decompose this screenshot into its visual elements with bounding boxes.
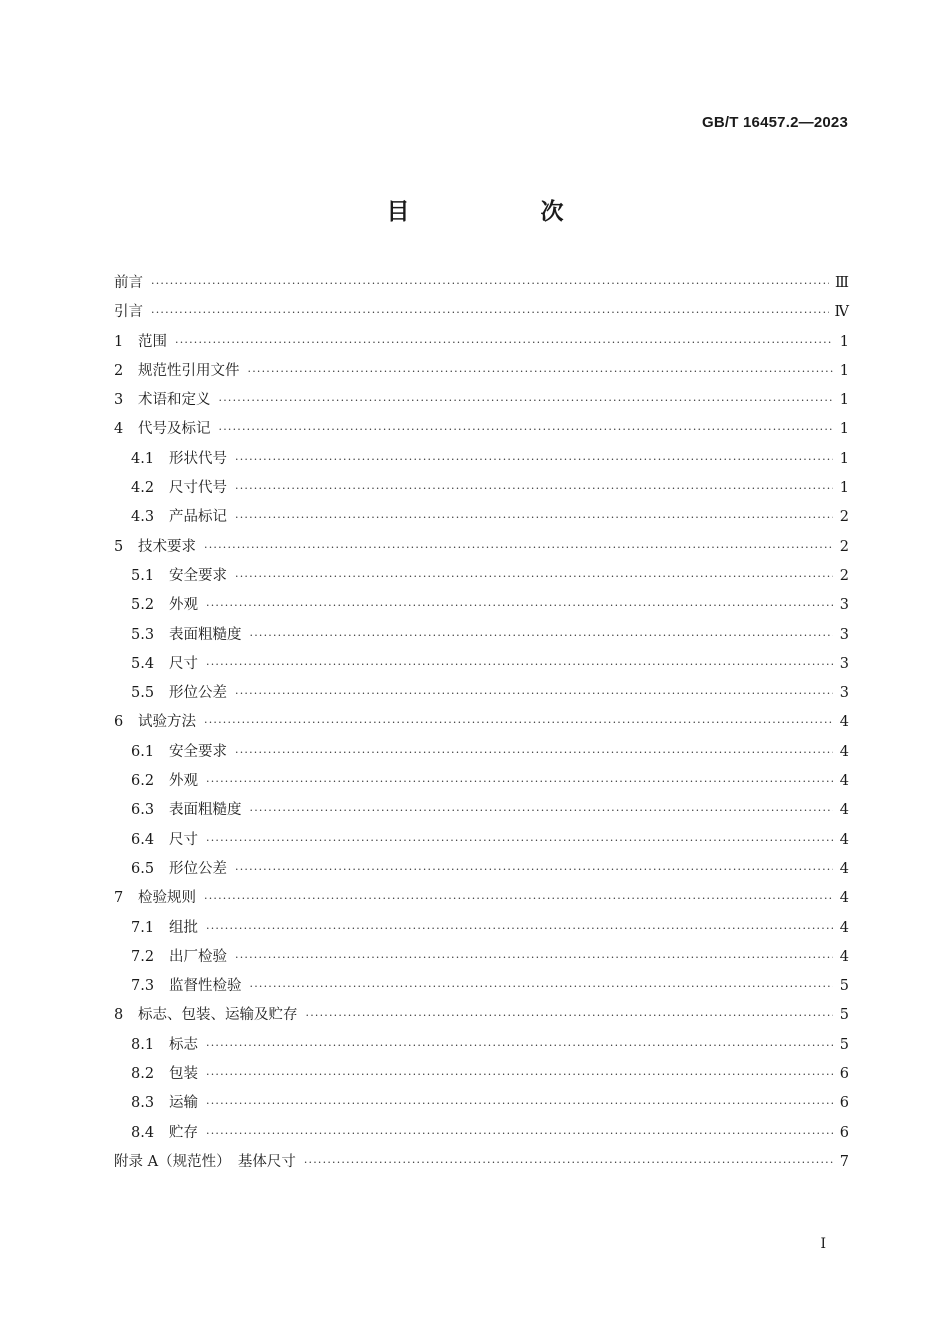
toc-entry-number: 1: [114, 333, 124, 350]
toc-entry[interactable]: [114, 1119, 849, 1148]
toc-entry-title: 安全要求: [169, 743, 227, 760]
toc-entry-number: 5: [114, 538, 124, 555]
dot-leader: [206, 1119, 833, 1148]
toc-entry-label: [114, 386, 211, 415]
toc-entry[interactable]: [114, 855, 849, 884]
toc-entry-number: 8.1: [131, 1036, 155, 1053]
toc-entry-page: Ⅲ: [835, 275, 849, 291]
toc-entry-page: 5: [839, 978, 849, 995]
toc-entry-label: [114, 884, 196, 913]
toc-entry[interactable]: [114, 415, 849, 444]
toc-entry[interactable]: [114, 943, 849, 972]
toc-entry-number: 6.3: [131, 802, 155, 819]
toc-entry-label: [131, 591, 198, 620]
toc-entry-page: 4: [839, 773, 849, 790]
toc-entry-title: 组批: [169, 919, 198, 936]
toc-entry[interactable]: [114, 914, 849, 943]
toc-entry-page: Ⅳ: [834, 304, 849, 321]
toc-entry[interactable]: [114, 1148, 849, 1177]
toc-entry-label: [114, 708, 196, 737]
toc-entry[interactable]: [114, 328, 849, 357]
dot-leader: [306, 1001, 834, 1030]
dot-leader: [235, 503, 833, 532]
toc-entry-title: 前言: [114, 275, 143, 291]
toc-entry-number: 6: [114, 714, 124, 731]
toc-entry[interactable]: [114, 591, 849, 620]
toc-entry-page: 5: [839, 1036, 849, 1053]
toc-entry-page: 1: [839, 333, 849, 350]
toc-entry-page: 1: [839, 362, 849, 379]
toc-entry[interactable]: [114, 884, 849, 913]
toc-entry-label: [131, 914, 198, 943]
toc-entry-title: 形状代号: [169, 450, 227, 467]
toc-entry-number: 5.3: [131, 626, 155, 643]
toc-entry-label: [114, 357, 240, 386]
toc-entry-page: 5: [839, 1007, 849, 1024]
toc-entry-label: [131, 796, 242, 825]
toc-entry-page: 4: [839, 919, 849, 936]
toc-entry[interactable]: [114, 738, 849, 767]
toc-entry-title: 规范性引用文件: [138, 362, 240, 379]
dot-leader: [206, 1060, 833, 1089]
toc-entry-page: 6: [839, 1066, 849, 1083]
toc-entry[interactable]: [114, 1001, 849, 1030]
toc-entry-number: 4.2: [131, 480, 155, 497]
toc-entry-title: 安全要求: [169, 567, 227, 584]
toc-entry-number: 5.1: [131, 567, 155, 584]
toc-entry-label: [131, 1089, 198, 1118]
toc-entry-label: [114, 269, 143, 298]
dot-leader: [204, 884, 833, 913]
toc-entry-label: [131, 826, 198, 855]
toc-entry-page: 4: [839, 831, 849, 848]
toc-entry-number: 4.3: [131, 509, 155, 526]
toc-entry-label: [131, 562, 227, 591]
toc-entry-number: 8.2: [131, 1066, 155, 1083]
toc-entry[interactable]: [114, 1060, 849, 1089]
toc-entry-page: 4: [839, 802, 849, 819]
toc-entry-page: 1: [839, 421, 849, 438]
toc-entry[interactable]: [114, 562, 849, 591]
toc-entry-title: 引言: [114, 304, 143, 321]
toc-entry[interactable]: [114, 826, 849, 855]
dot-leader: [235, 562, 833, 591]
toc-entry-label: [131, 1119, 198, 1148]
toc-entry-title: 试验方法: [138, 714, 196, 731]
toc-entry-number: 6.1: [131, 743, 155, 760]
toc-entry[interactable]: [114, 796, 849, 825]
toc-entry-page: 7: [839, 1153, 849, 1170]
toc-entry-label: [114, 533, 196, 562]
dot-leader: [206, 767, 833, 796]
dot-leader: [206, 1031, 833, 1060]
toc-entry-number: 7: [114, 890, 124, 907]
toc-entry-number: 4: [114, 421, 124, 438]
toc-entry-title: 形位公差: [169, 860, 227, 877]
toc-entry[interactable]: [114, 679, 849, 708]
toc-entry[interactable]: [114, 708, 849, 737]
toc-entry-number: 7.2: [131, 948, 155, 965]
toc-entry-title: 出厂检验: [169, 948, 227, 965]
toc-entry-page: 3: [839, 626, 849, 643]
toc-entry-number: 6.5: [131, 860, 155, 877]
dot-leader: [151, 269, 829, 298]
toc-entry-title: 外观: [169, 597, 198, 614]
toc-entry-label: [131, 650, 198, 679]
dot-leader: [248, 357, 834, 386]
toc-entry-number: 7.3: [131, 978, 155, 995]
dot-leader: [235, 855, 833, 884]
toc-entry-label: [114, 1001, 298, 1030]
table-of-contents: [114, 269, 849, 1177]
toc-entry-title: 技术要求: [138, 538, 196, 555]
toc-entry-page: 1: [839, 480, 849, 497]
toc-entry-title: 监督性检验: [169, 978, 242, 995]
dot-leader: [235, 943, 833, 972]
toc-entry[interactable]: [114, 386, 849, 415]
toc-entry-label: [131, 1060, 198, 1089]
toc-entry-title: 术语和定义: [138, 392, 211, 409]
toc-entry-title: 形位公差: [169, 685, 227, 702]
toc-entry-page: 4: [839, 948, 849, 965]
toc-entry[interactable]: [114, 767, 849, 796]
toc-entry-number: 8.4: [131, 1124, 155, 1141]
toc-entry-title: 产品标记: [169, 509, 227, 526]
toc-entry-number: 7.1: [131, 919, 155, 936]
page-number: I: [820, 1236, 826, 1252]
standard-code: GB/T 16457.2—2023: [702, 114, 848, 131]
toc-entry-page: 1: [839, 392, 849, 409]
toc-entry-number: 3: [114, 392, 124, 409]
dot-leader: [204, 533, 833, 562]
dot-leader: [206, 826, 833, 855]
toc-entry-title: 附录 A（规范性） 基体尺寸: [114, 1153, 296, 1170]
toc-entry-title: 贮存: [169, 1124, 198, 1141]
toc-entry-label: [114, 298, 143, 327]
toc-entry-page: 6: [839, 1095, 849, 1112]
toc-entry-label: [131, 1031, 198, 1060]
toc-entry[interactable]: [114, 474, 849, 503]
toc-entry-page: 1: [839, 450, 849, 467]
toc-entry-title: 标志: [169, 1036, 198, 1053]
toc-entry[interactable]: [114, 269, 849, 298]
dot-leader: [250, 796, 834, 825]
toc-entry-label: [131, 621, 242, 650]
toc-entry-title: 尺寸: [169, 831, 198, 848]
dot-leader: [219, 415, 834, 444]
toc-entry-title: 尺寸代号: [169, 480, 227, 497]
dot-leader: [250, 621, 834, 650]
toc-entry[interactable]: [114, 357, 849, 386]
toc-entry-title: 范围: [138, 333, 167, 350]
toc-entry-number: 8.3: [131, 1095, 155, 1112]
dot-leader: [235, 474, 833, 503]
toc-entry-title: 表面粗糙度: [169, 802, 242, 819]
toc-entry-label: [131, 474, 227, 503]
page-title: 目 次: [386, 199, 618, 225]
dot-leader: [235, 679, 833, 708]
toc-entry[interactable]: [114, 503, 849, 532]
toc-entry[interactable]: [114, 972, 849, 1001]
toc-entry[interactable]: [114, 650, 849, 679]
dot-leader: [304, 1148, 833, 1177]
toc-entry-page: 2: [839, 567, 849, 584]
toc-entry-number: 6.4: [131, 831, 155, 848]
toc-entry-page: 4: [839, 714, 849, 731]
toc-entry-title: 外观: [169, 773, 198, 790]
toc-entry-title: 包装: [169, 1066, 198, 1083]
toc-entry-page: 4: [839, 860, 849, 877]
toc-entry-label: [114, 1148, 296, 1177]
toc-entry-number: 8: [114, 1007, 124, 1024]
toc-entry-label: [131, 855, 227, 884]
toc-entry-label: [114, 415, 211, 444]
toc-entry-label: [131, 972, 242, 1001]
toc-entry-label: [131, 738, 227, 767]
toc-entry-page: 3: [839, 597, 849, 614]
toc-entry[interactable]: [114, 445, 849, 474]
dot-leader: [235, 445, 833, 474]
toc-entry-page: 2: [839, 509, 849, 526]
toc-entry[interactable]: [114, 1089, 849, 1118]
dot-leader: [206, 650, 833, 679]
toc-entry-title: 运输: [169, 1095, 198, 1112]
toc-entry-number: 6.2: [131, 773, 155, 790]
toc-entry-title: 标志、包装、运输及贮存: [138, 1007, 298, 1024]
toc-entry-number: 5.4: [131, 655, 155, 672]
toc-entry-page: 2: [839, 538, 849, 555]
dot-leader: [206, 914, 833, 943]
dot-leader: [206, 591, 833, 620]
toc-entry-page: 3: [839, 685, 849, 702]
dot-leader: [151, 298, 829, 327]
toc-entry-label: [131, 767, 198, 796]
toc-entry-page: 4: [839, 743, 849, 760]
toc-entry-page: 4: [839, 890, 849, 907]
toc-entry-title: 表面粗糙度: [169, 626, 242, 643]
toc-entry[interactable]: [114, 533, 849, 562]
toc-entry-number: 4.1: [131, 450, 155, 467]
toc-entry-label: [114, 328, 167, 357]
toc-entry-label: [131, 679, 227, 708]
toc-entry[interactable]: [114, 298, 849, 327]
dot-leader: [250, 972, 834, 1001]
toc-entry-title: 代号及标记: [138, 421, 211, 438]
toc-entry-label: [131, 445, 227, 474]
toc-entry-page: 3: [839, 655, 849, 672]
dot-leader: [235, 738, 833, 767]
toc-entry-page: 6: [839, 1124, 849, 1141]
toc-entry-title: 检验规则: [138, 890, 196, 907]
toc-entry-number: 5.2: [131, 597, 155, 614]
toc-entry-number: 2: [114, 362, 124, 379]
toc-entry[interactable]: [114, 1031, 849, 1060]
toc-entry-title: 尺寸: [169, 655, 198, 672]
dot-leader: [175, 328, 833, 357]
toc-entry-label: [131, 943, 227, 972]
dot-leader: [206, 1089, 833, 1118]
dot-leader: [219, 386, 834, 415]
toc-entry-label: [131, 503, 227, 532]
toc-entry-number: 5.5: [131, 685, 155, 702]
toc-entry[interactable]: [114, 621, 849, 650]
dot-leader: [204, 708, 833, 737]
